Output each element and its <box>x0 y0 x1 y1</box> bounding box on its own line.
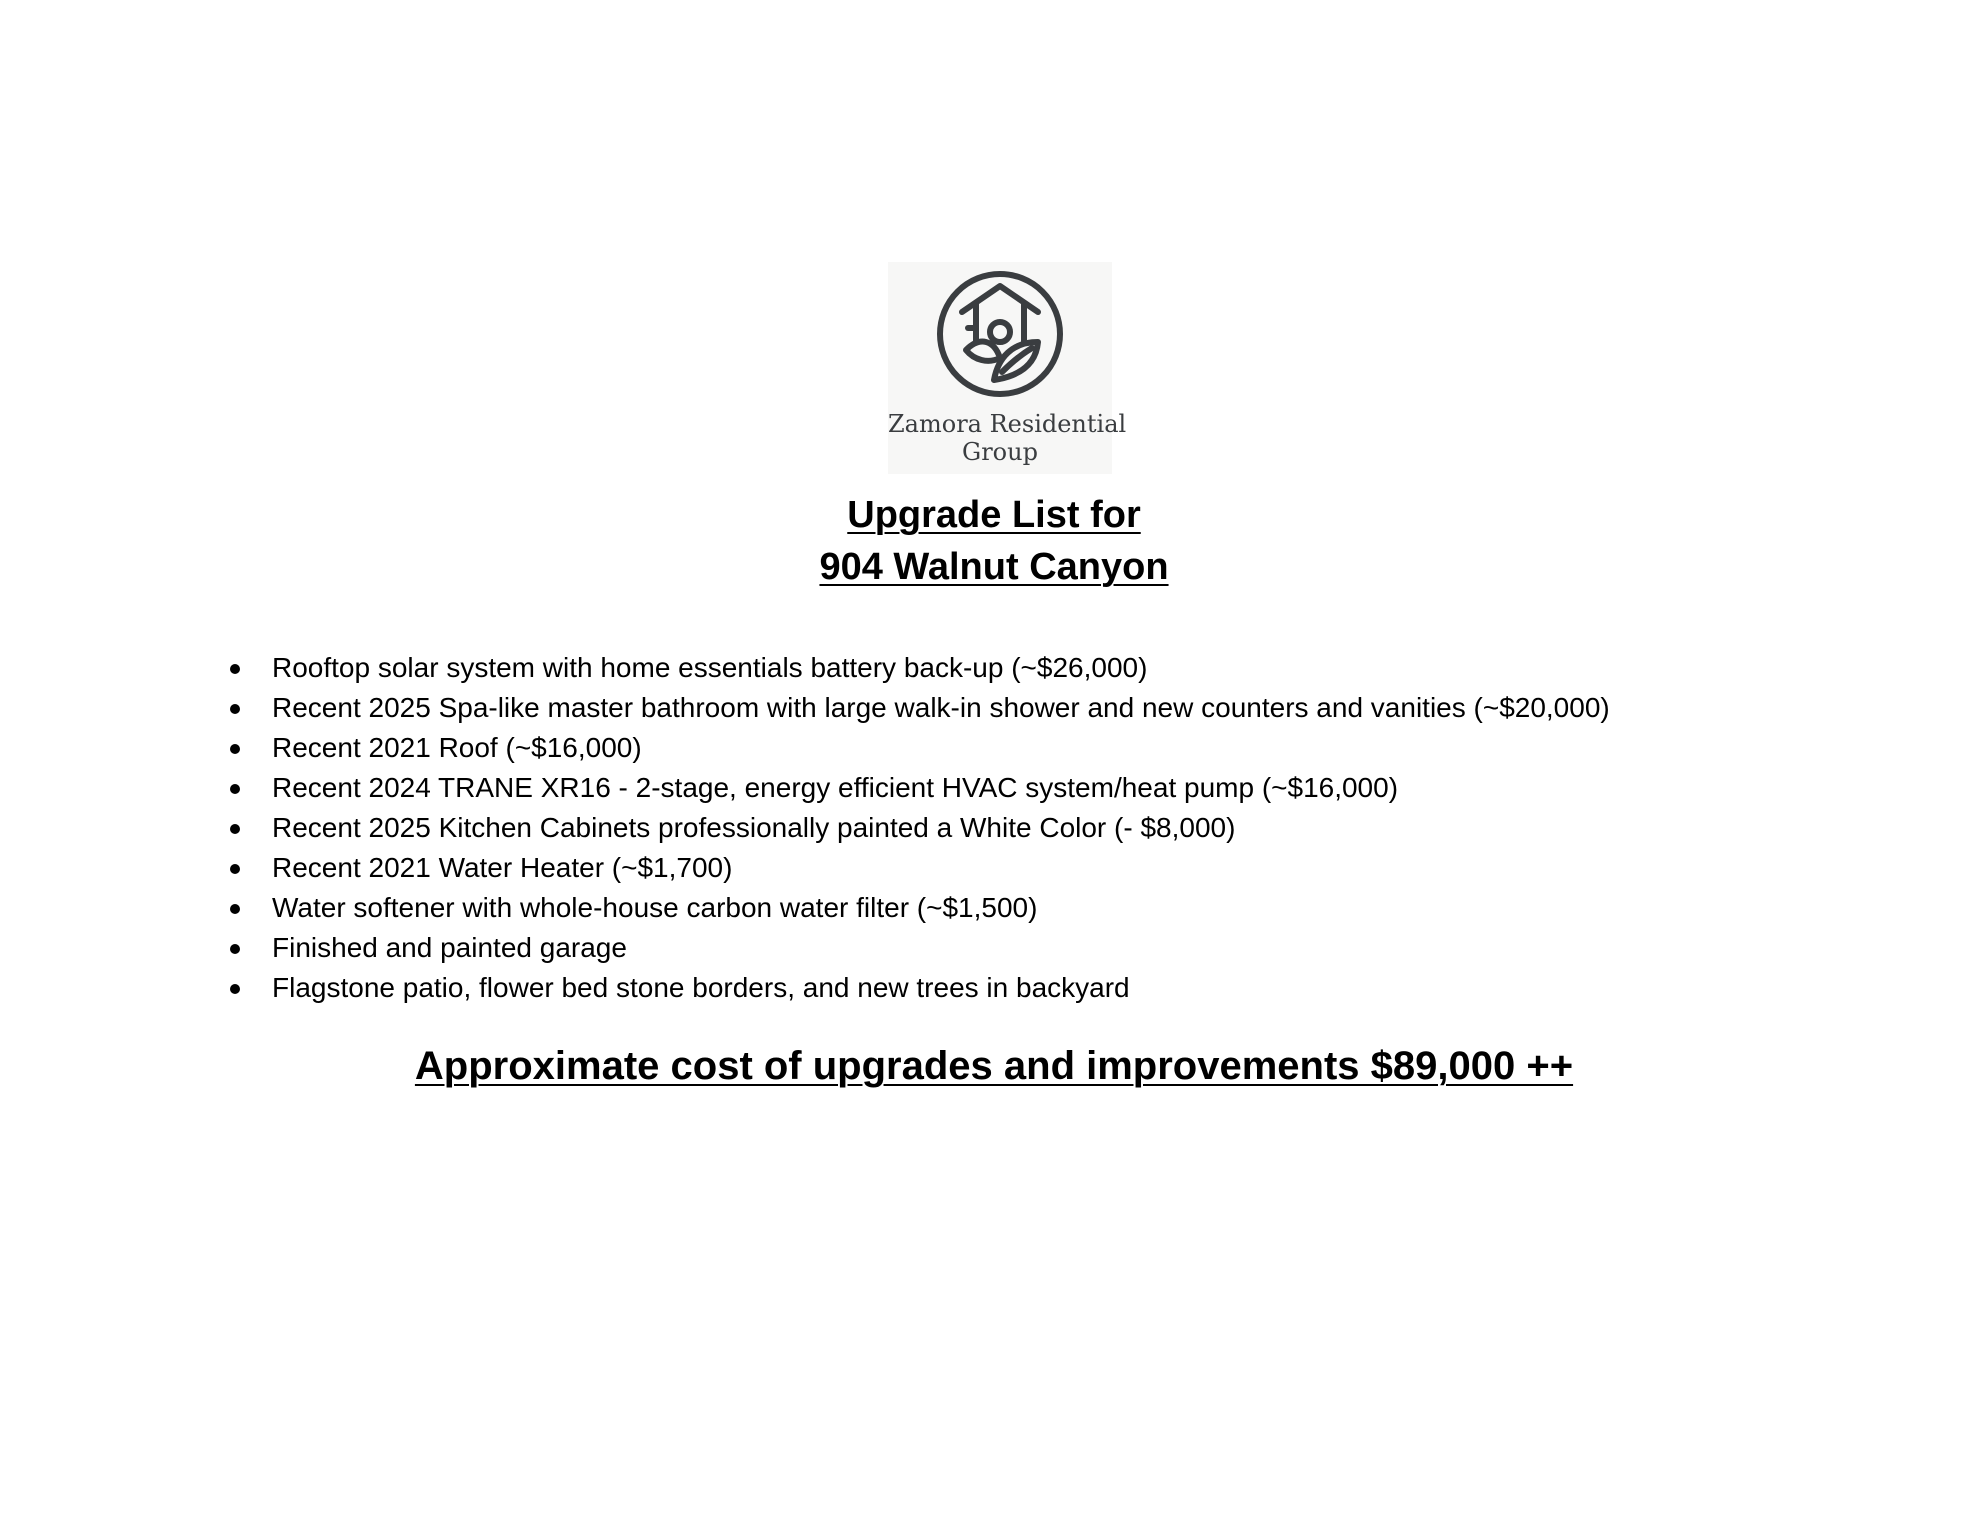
property-address: 904 Walnut Canyon <box>819 546 1169 588</box>
list-item: Recent 2024 TRANE XR16 - 2-stage, energy efficient HVAC system/heat pump (~$16,000) <box>228 768 1610 808</box>
list-item: Recent 2025 Spa-like master bathroom with large walk-in shower and new counters and vanities (~$20,000) <box>228 688 1610 728</box>
company-logo <box>888 262 1127 474</box>
list-item: Recent 2021 Roof (~$16,000) <box>228 728 1610 768</box>
list-item: Water softener with whole-house carbon water filter (~$1,500) <box>228 888 1610 928</box>
logo-company-group: Group <box>962 438 1038 466</box>
list-item: Flagstone patio, flower bed stone borders, and new trees in backyard <box>228 968 1610 1008</box>
upgrade-list <box>228 648 1610 1008</box>
list-item: Recent 2025 Kitchen Cabinets professionally painted a White Color (- $8,000) <box>228 808 1610 848</box>
list-item: Recent 2021 Water Heater (~$1,700) <box>228 848 1610 888</box>
list-item: Rooftop solar system with home essentials battery back-up (~$26,000) <box>228 648 1610 688</box>
total-cost-summary: Approximate cost of upgrades and improvements $89,000 ++ <box>414 1044 1574 1088</box>
page-title: Upgrade List for <box>847 494 1141 536</box>
list-item: Finished and painted garage <box>228 928 1610 968</box>
logo-company-name: Zamora Residential <box>888 410 1127 438</box>
house-leaf-circle-icon <box>932 266 1068 402</box>
